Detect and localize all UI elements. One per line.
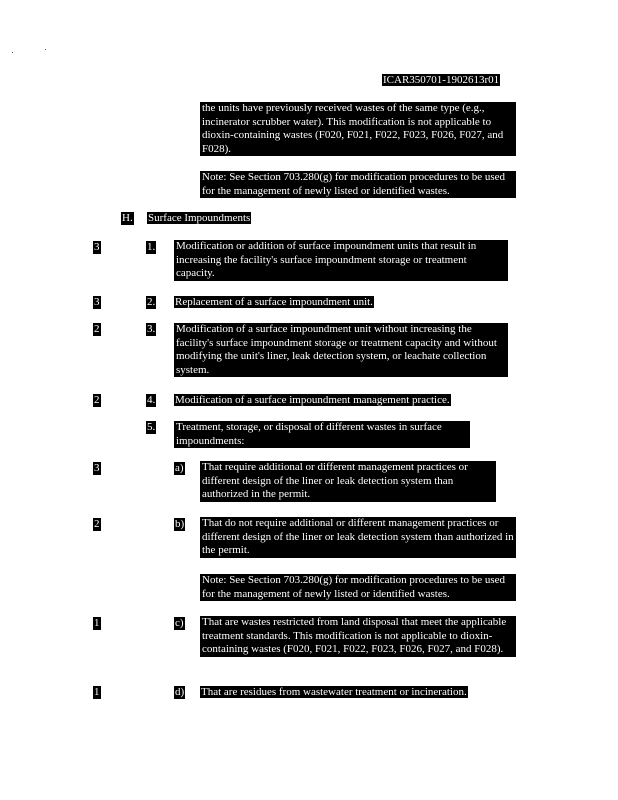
subitem-letter: c)	[175, 617, 184, 629]
class-marker: 3	[94, 462, 100, 474]
subitem-text: That do not require additional or different management practices or different design of the liner or leak detection system than authorized in the permit.	[200, 517, 516, 558]
section-h-title: Surface Impoundments	[148, 212, 251, 224]
class-marker: 1	[94, 686, 100, 698]
class-marker: 2	[94, 518, 100, 530]
item-text: Treatment, storage, or disposal of different wastes in surface impoundments:	[174, 421, 470, 448]
class-marker: 2	[94, 394, 100, 406]
document-id: ICAR350701-1902613r01	[383, 74, 500, 86]
subitem-text: That require additional or different management practices or different design of the liner or leak detection system than authorized in the permit.	[200, 461, 496, 502]
note-paragraph: Note: See Section 703.280(g) for modification procedures to be used for the management of newly listed or identified wastes.	[200, 574, 516, 601]
subitem-letter: b)	[175, 518, 185, 530]
item-number: 1.	[147, 241, 156, 253]
item-text: Modification or addition of surface impoundment units that result in increasing the facility's surface impoundment storage or treatment capacity.	[174, 240, 508, 281]
item-number: 5.	[147, 421, 156, 433]
item-number: 3.	[147, 323, 156, 335]
item-text: Modification of a surface impoundment unit without increasing the facility's surface impoundment storage or treatment capacity and without modifying the unit's liner, leak detection system, or leachate collection system.	[174, 323, 508, 377]
item-number: 2.	[147, 296, 156, 308]
class-marker: 3	[94, 241, 100, 253]
continuation-paragraph: the units have previously received wastes of the same type (e.g., incinerator scrubber water). This modification is not applicable to dioxin-containing wastes (F020, F021, F022, F023, F026, F027, and F028).	[200, 102, 516, 156]
subitem-letter: d)	[175, 686, 185, 698]
class-marker: 2	[94, 323, 100, 335]
item-number: 4.	[147, 394, 156, 406]
subitem-letter: a)	[175, 462, 184, 474]
note-paragraph: Note: See Section 703.280(g) for modification procedures to be used for the management of newly listed or identified wastes.	[200, 171, 516, 198]
scan-speck	[45, 49, 46, 50]
scan-speck	[12, 52, 13, 53]
section-h-label: H.	[122, 212, 133, 224]
item-text: Modification of a surface impoundment management practice.	[175, 394, 450, 406]
subitem-text: That are residues from wastewater treatment or incineration.	[201, 686, 467, 698]
subitem-text: That are wastes restricted from land disposal that meet the applicable treatment standards. This modification is not applicable to dioxin-containing wastes (F020, F021, F022, F023, F026, F027, and F028).	[200, 616, 516, 657]
item-text: Replacement of a surface impoundment unit.	[175, 296, 373, 308]
class-marker: 3	[94, 296, 100, 308]
class-marker: 1	[94, 617, 100, 629]
